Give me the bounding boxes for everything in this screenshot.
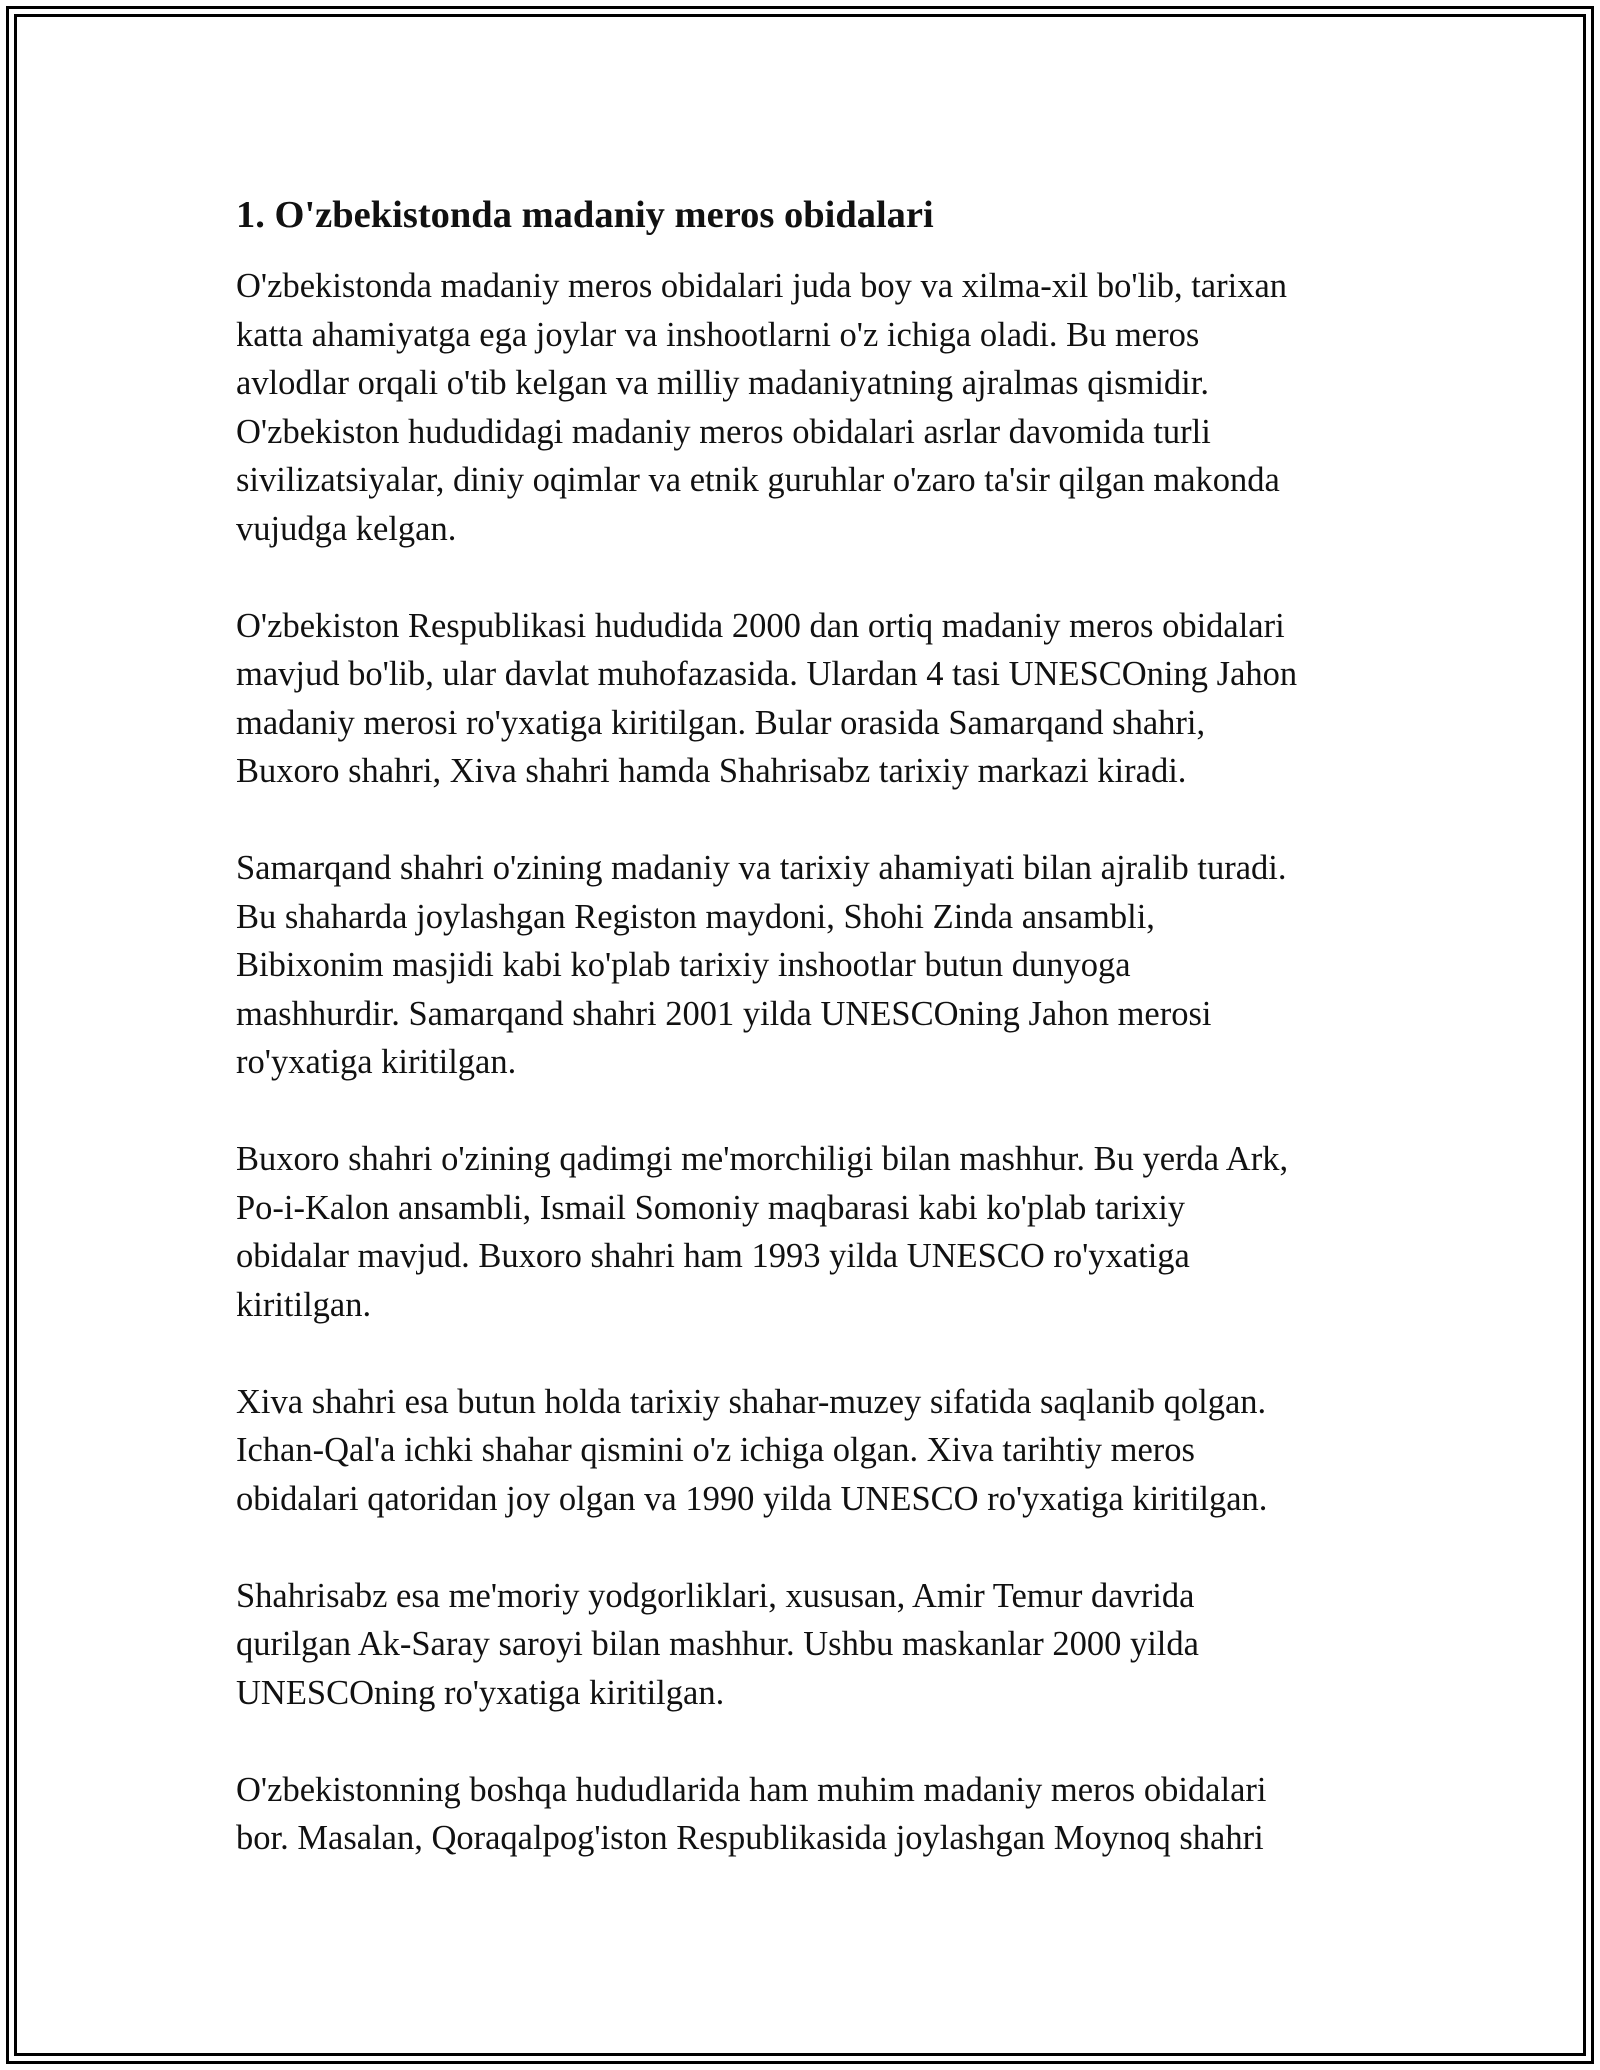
paragraph-shahrisabz: [236, 1572, 1376, 1718]
text-line: madaniy merosi ro'yxatiga kiritilgan. Bular orasida Samarqand shahri,: [236, 703, 1206, 742]
paragraph-other-regions: [236, 1766, 1376, 1863]
text-line: vujudga kelgan.: [236, 509, 457, 548]
text-line: O'zbekiston hududidagi madaniy meros obidalari asrlar davomida turli: [236, 412, 1211, 451]
text-line: Po-i-Kalon ansambli, Ismail Somoniy maqbarasi kabi ko'plab tarixiy: [236, 1188, 1186, 1227]
text-line: obidalari qatoridan joy olgan va 1990 yilda UNESCO ro'yxatiga kiritilgan.: [236, 1479, 1268, 1518]
text-line: O'zbekistonda madaniy meros obidalari juda boy va xilma-xil bo'lib, tarixan: [236, 267, 1288, 305]
text-line: Samarqand shahri o'zining madaniy va tarixiy ahamiyati bilan ajralib turadi.: [236, 849, 1287, 887]
text-line: Xiva shahri esa butun holda tarixiy shahar-muzey sifatida saqlanib qolgan.: [236, 1382, 1267, 1421]
text-line: Shahrisabz esa me'moriy yodgorliklari, xususan, Amir Temur davrida: [236, 1576, 1195, 1615]
paragraph-buxoro: [236, 1135, 1376, 1329]
text-line: Bibixonim masjidi kabi ko'plab tarixiy inshootlar butun dunyoga: [236, 946, 1131, 984]
paragraph-samarqand: [236, 844, 1376, 1087]
paragraph-intro: [236, 262, 1376, 553]
text-line: qurilgan Ak-Saray saroyi bilan mashhur. Ushbu maskanlar 2000 yilda: [236, 1625, 1199, 1663]
text-line: Bu shaharda joylashgan Registon maydoni, Shohi Zinda ansambli,: [236, 897, 1155, 936]
text-line: Buxoro shahri, Xiva shahri hamda Shahrisabz tarixiy markazi kiradi.: [236, 752, 1187, 790]
text-line: Ichan-Qal'a ichki shahar qismini o'z ichiga olgan. Xiva tarihtiy meros: [236, 1431, 1195, 1469]
document-body: [236, 188, 1376, 1911]
section-heading: 1. O'zbekistonda madaniy meros obidalari: [236, 194, 934, 236]
text-line: kiritilgan.: [236, 1285, 372, 1324]
text-line: avlodlar orqali o'tib kelgan va milliy madaniyatning ajralmas qismidir.: [236, 364, 1209, 402]
text-line: O'zbekiston Respublikasi hududida 2000 dan ortiq madaniy meros obidalari: [236, 606, 1285, 645]
text-line: bor. Masalan, Qoraqalpog'iston Respublikasida joylashgan Moynoq shahri: [236, 1819, 1264, 1857]
text-line: katta ahamiyatga ega joylar va inshootlarni o'z ichiga oladi. Bu meros: [236, 315, 1200, 354]
text-line: ro'yxatiga kiritilgan.: [236, 1043, 517, 1081]
text-line: sivilizatsiyalar, diniy oqimlar va etnik guruhlar o'zaro ta'sir qilgan makonda: [236, 461, 1280, 499]
text-line: UNESCOning ro'yxatiga kiritilgan.: [236, 1673, 725, 1712]
paragraph-xiva: [236, 1378, 1376, 1524]
text-line: O'zbekistonning boshqa hududlarida ham muhim madaniy meros obidalari: [236, 1770, 1267, 1809]
text-line: obidalar mavjud. Buxoro shahri ham 1993 yilda UNESCO ro'yxatiga: [236, 1237, 1190, 1275]
text-line: Buxoro shahri o'zining qadimgi me'morchiligi bilan mashhur. Bu yerda Ark,: [236, 1140, 1289, 1178]
text-line: mashhurdir. Samarqand shahri 2001 yilda UNESCOning Jahon merosi: [236, 994, 1212, 1033]
paragraph-unesco-count: [236, 602, 1376, 796]
text-line: mavjud bo'lib, ular davlat muhofazasida. Ulardan 4 tasi UNESCOning Jahon: [236, 655, 1298, 693]
